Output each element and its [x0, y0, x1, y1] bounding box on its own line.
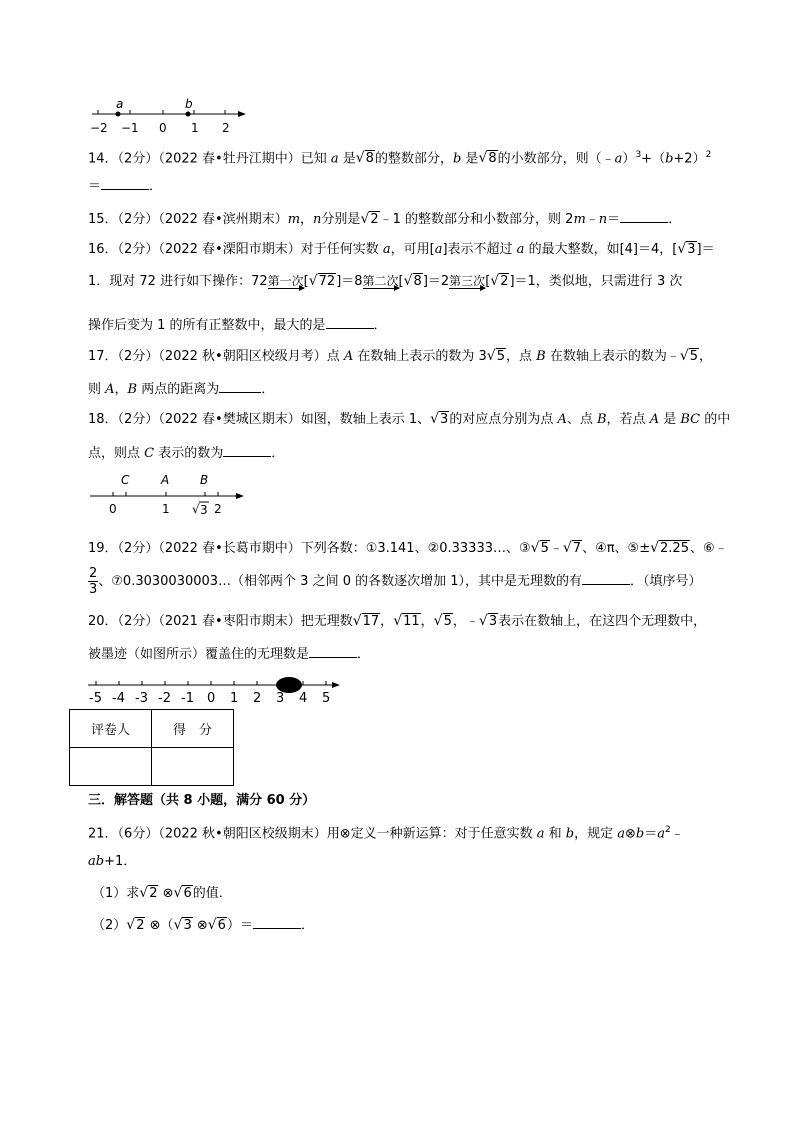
question-17: 17．（2分）（2022 秋•朝阳区校级月考）点 A 在数轴上表示的数为 3√5，点 B 在数轴上表示的数为﹣√5， — [88, 348, 713, 364]
sqrt-expression: √3 — [430, 411, 449, 427]
tick-label: -2 — [158, 691, 171, 706]
tick-label: -5 — [89, 691, 102, 706]
sqrt-expression: √5 — [486, 348, 505, 364]
question-14: 14．（2分）（2022 春•牡丹江期中）已知 a 是√8的整数部分，b 是√8的小数部分，则$(﹣a)^3+(b+2)^2$ — [88, 150, 712, 167]
answer-blank[interactable] — [582, 571, 630, 585]
sqrt-expression: √72 — [308, 273, 336, 289]
question-21-part-1: （1）求√2 ⊗√6的值． — [92, 885, 232, 901]
tick-label: 1 — [191, 121, 199, 135]
point-label-a: a — [116, 97, 124, 111]
sqrt-expression: √2 — [126, 917, 145, 933]
number-line-figure-2 — [88, 470, 248, 520]
sqrt-expression: √5 — [433, 613, 452, 629]
score-header: 得 分 — [152, 710, 234, 748]
tick-label: 2 — [214, 502, 222, 516]
tick-label: 2 — [222, 121, 230, 135]
tick-label: -3 — [135, 691, 148, 706]
tick-label: −2 — [90, 121, 108, 135]
question-17-line-2: 则 A，B 两点的距离为 ． — [88, 379, 274, 399]
arrow-step-2: 第二次 — [363, 275, 399, 295]
score-cell[interactable] — [152, 748, 234, 786]
point-label-c: C — [121, 473, 130, 487]
question-18-line-2: 点，则点 C 表示的数为 ． — [88, 443, 284, 463]
sqrt-expression: √8 — [403, 273, 422, 289]
question-15: 15．（2分）（2022 春•滨州期末）m，n分别是√2﹣1 的整数部分和小数部分，则 2m﹣n＝ ． — [88, 211, 682, 227]
arrow-step-1: 第一次 — [268, 275, 304, 295]
sqrt-expression: √5 — [530, 540, 549, 556]
svg-text:√: √ — [192, 502, 200, 516]
question-19: 19．（2分）（2022 春•长葛市期中）下列各数：①3.141、②0.33333…、③√5﹣√7、④π、⑤±√2.25、⑥﹣ — [88, 540, 728, 556]
tick-label: −1 — [121, 121, 139, 135]
sqrt-expression: √17 — [352, 613, 380, 629]
sqrt-expression: √11 — [393, 613, 420, 629]
point-label-b: b — [185, 97, 193, 111]
answer-blank[interactable] — [219, 379, 261, 393]
sqrt-expression: √2.25 — [650, 540, 689, 556]
sqrt-expression: √8 — [355, 150, 374, 167]
tick-label: 5 — [322, 691, 331, 706]
sqrt-expression: √6 — [207, 917, 226, 933]
answer-blank[interactable] — [223, 443, 271, 457]
question-16: 16．（2分）（2022 春•溧阳市期末）对于任何实数 a，可用[a]表示不超过 a 的最大整数，如[4]＝4，[√3]＝ — [88, 241, 715, 257]
tick-label: -1 — [181, 691, 194, 706]
tick-label: 0 — [207, 691, 216, 706]
number-line-figure-1 — [88, 96, 248, 136]
answer-blank[interactable] — [309, 644, 357, 658]
grader-header: 评卷人 — [70, 710, 152, 748]
sqrt-expression: √2 — [139, 885, 158, 901]
fraction-two-thirds: $\frac{2}{3}$ — [89, 566, 98, 597]
answer-blank[interactable] — [620, 209, 668, 223]
sqrt-expression: √3 — [677, 241, 696, 257]
sqrt-expression: √2 — [490, 273, 509, 289]
question-14-answer-line: ＝ ． — [88, 176, 162, 196]
question-16-line-3: 操作后变为 1 的所有正整数中，最大的是 ． — [88, 315, 387, 335]
sqrt-expression: √8 — [478, 150, 497, 167]
point-label-a: A — [161, 473, 170, 487]
point-label-b: B — [200, 473, 209, 487]
sqrt-expression: √3 — [478, 613, 498, 629]
sqrt-expression: √6 — [173, 885, 192, 901]
question-20-line-2: 被墨迹（如图所示）覆盖住的无理数是 ． — [88, 644, 370, 664]
tick-label: 0 — [109, 502, 117, 516]
ink-blot — [276, 677, 302, 693]
section-heading: 三．解答题（共 8 小题，满分 60 分） — [88, 793, 316, 808]
question-20: 20．（2分）（2021 春•枣阳市期末）把无理数√17，√11，√5，﹣√3表示在数轴上，在这四个无理数中， — [88, 613, 707, 629]
tick-label: 1 — [162, 502, 170, 516]
tick-label: 1 — [230, 691, 239, 706]
answer-blank[interactable] — [253, 915, 301, 929]
number-line-figure-3 — [86, 674, 346, 706]
question-21-part-2: （2）√2 ⊗（√3 ⊗√6）＝ ． — [92, 917, 314, 933]
tick-label: 4 — [299, 691, 308, 706]
question-16-line-2: 1．现对 72 进行如下操作：72 第一次 [√72]＝8 第二次 [√8]＝2 第三次 [√2]＝1，类似地，只需进行 3 次 — [88, 272, 682, 295]
answer-blank[interactable] — [326, 315, 374, 329]
answer-blank[interactable] — [101, 176, 149, 190]
question-21-line-2: ab+1． — [88, 854, 137, 869]
tick-label: -4 — [112, 691, 125, 706]
sqrt-expression: √5 — [679, 348, 699, 364]
tick-label: 0 — [159, 121, 167, 135]
question-21: 21．（6分）（2022 秋•朝阳区校级期末）用⊗定义一种新运算：对于任意实数 a 和 b，规定 $a\otimes b=a^2﹣$ — [88, 825, 684, 842]
tick-label-sqrt3: 3 — [200, 503, 208, 517]
sqrt-expression: √2 — [360, 211, 379, 227]
arrow-step-3: 第三次 — [449, 275, 485, 295]
score-table — [69, 709, 234, 786]
sqrt-expression: √7 — [562, 540, 582, 556]
sqrt-expression: √3 — [173, 917, 192, 933]
tick-label: 3 — [276, 691, 285, 706]
question-18: 18．（2分）（2022 春•樊城区期末）如图，数轴上表示 1、√3的对应点分别为点 A、点 B，若点 A 是 BC 的中 — [88, 411, 731, 427]
grader-cell[interactable] — [70, 748, 152, 786]
question-19-line-2: $\frac{2}{3}$ 、⑦0.3030030003…（相邻两个 3 之间 0 的各数逐次增加 1），其中是无理数的有 ．（填序号） — [89, 566, 702, 597]
tick-label: 2 — [253, 691, 262, 706]
